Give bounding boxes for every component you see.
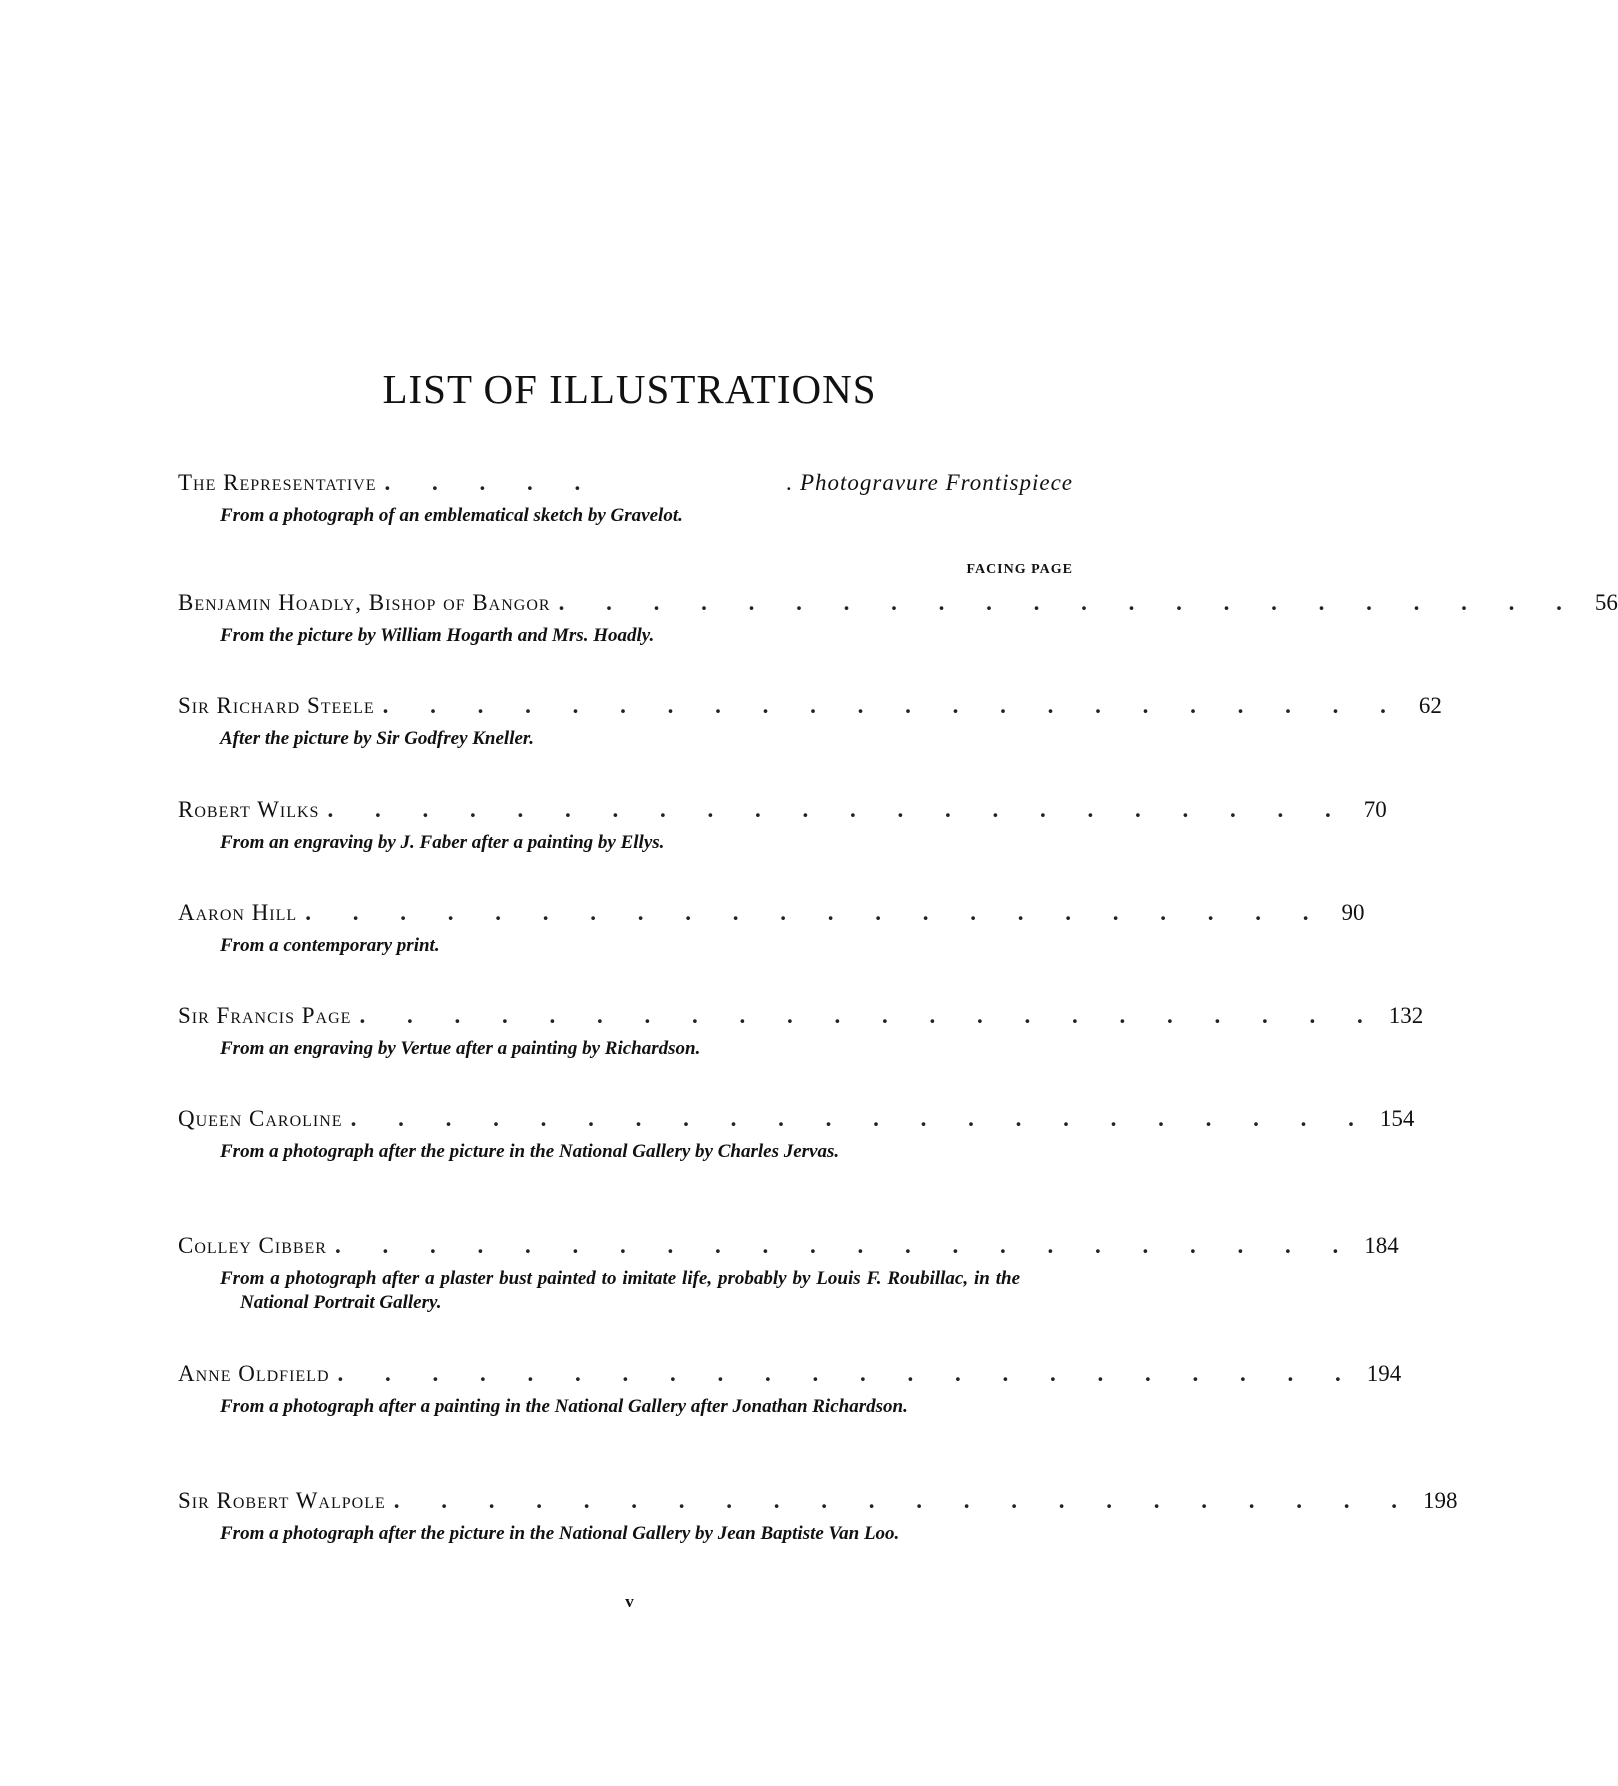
list-item: [178, 797, 1387, 855]
list-item: [178, 693, 1442, 751]
entry-title: Aaron Hill: [178, 900, 298, 925]
entry-source: From an engraving by Vertue after a painting by Richardson.: [220, 1038, 701, 1059]
entry-page: 56: [1594, 590, 1618, 615]
entry-source: From a photograph after the picture in the National Gallery by Charles Jervas.: [220, 1141, 840, 1162]
entry-title: Anne Oldfield: [178, 1361, 330, 1386]
list-item: [178, 1361, 1402, 1419]
page-number: v: [625, 1592, 634, 1611]
dot-leader: . . . . . . . . . . . . . . . . . . . . . .: [393, 1488, 1415, 1513]
entry-title: Sir Robert Walpole: [178, 1488, 386, 1513]
entry-title: Robert Wilks: [178, 797, 320, 822]
entry-title: Benjamin Hoadly, Bishop of Bangor: [178, 590, 551, 615]
facing-page-header: FACING PAGE: [966, 562, 1073, 577]
dot-leader: . . . . . . . . . . . . . . . . . . . . . .: [334, 1233, 1357, 1258]
entry-page: 194: [1366, 1361, 1402, 1386]
entry-title: Colley Cibber: [178, 1233, 327, 1258]
entry-source: From a photograph of an emblematical sketch by Gravelot.: [220, 505, 683, 526]
entry-title: Queen Caroline: [178, 1106, 343, 1131]
dot-leader: . . . . . . . . . . . . . . . . . . . . . .: [350, 1106, 1372, 1131]
entry-source: From a photograph after a plaster bust painted to imitate life, probably by Louis F. Roubillac, in the National Portrait Gallery.: [220, 1268, 1020, 1313]
entry-page: 184: [1364, 1233, 1399, 1258]
entry-title: The Representative: [178, 470, 377, 495]
page-title: LIST OF ILLUSTRATIONS: [382, 366, 877, 412]
list-item: [178, 1106, 1415, 1164]
entry-source: From a photograph after the picture in the National Gallery by Jean Baptiste Van Loo.: [220, 1523, 900, 1544]
entry-page: 90: [1341, 900, 1365, 925]
dot-leader: . . . . . . . . . . . . . . . . . . . . . .: [558, 590, 1580, 615]
entry-page: 132: [1388, 1003, 1424, 1028]
entry-source: From an engraving by J. Faber after a painting by Ellys.: [220, 832, 665, 853]
entry-page: 62: [1418, 693, 1442, 718]
entry-source: From a contemporary print.: [220, 935, 440, 956]
dot-leader: . . . . . . . . . . . . . . . . . . . . . .: [337, 1361, 1359, 1386]
list-item: [178, 1233, 1399, 1315]
dot-leader: . . . . . . . . . . . . . . . . . . . . . .: [359, 1003, 1381, 1028]
dot-leader: . . . . . . . . . . . . . . . . . . . . . .: [327, 797, 1349, 822]
list-item: [178, 1488, 1458, 1546]
entry-source: From a photograph after a painting in the National Gallery after Jonathan Richardson.: [220, 1396, 908, 1417]
entry-source: From the picture by William Hogarth and Mrs. Hoadly.: [220, 625, 655, 646]
list-item: [178, 1003, 1424, 1061]
list-item: [178, 900, 1365, 958]
entry-page: 198: [1423, 1488, 1458, 1513]
list-item: [178, 470, 1073, 528]
list-item: [178, 590, 1618, 648]
entry-title: Sir Richard Steele: [178, 693, 375, 718]
entry-page: 154: [1379, 1106, 1415, 1131]
entry-page: 70: [1363, 797, 1387, 822]
dot-leader: . . . . . . . . . . . . . . . . . . . . . .: [305, 900, 1327, 925]
dot-leader: . . . . .: [384, 470, 599, 495]
entry-source: After the picture by Sir Godfrey Kneller.: [220, 728, 535, 749]
entry-page: . Photogravure Frontispiece: [786, 470, 1073, 495]
dot-leader: . . . . . . . . . . . . . . . . . . . . . .: [382, 693, 1404, 718]
entry-title: Sir Francis Page: [178, 1003, 352, 1028]
